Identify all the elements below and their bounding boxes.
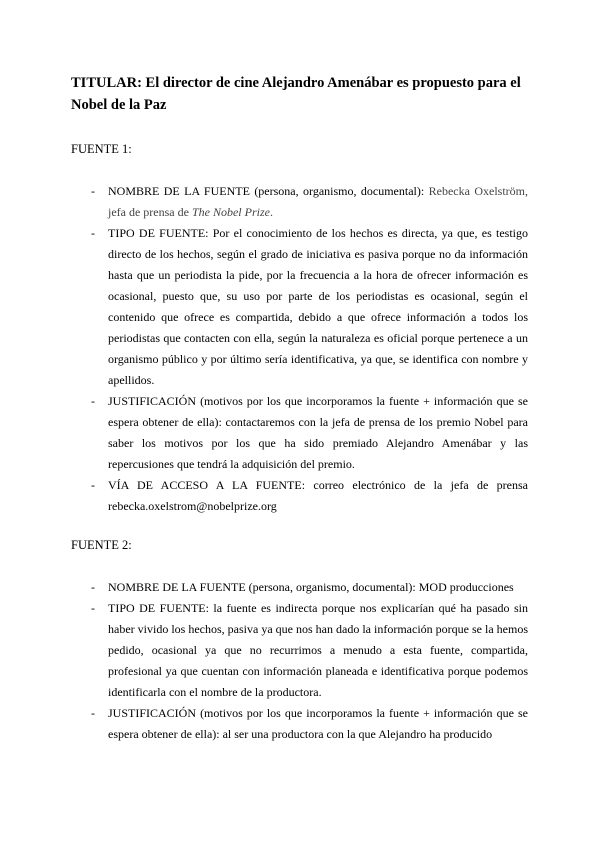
list-item: [91, 577, 528, 598]
item-value: Rebecka Oxelström, jefa de prensa de: [108, 184, 529, 219]
item-prefix: NOMBRE DE LA FUENTE (persona, organismo, documental):: [108, 184, 429, 198]
bullet-dash: -: [91, 394, 95, 408]
list-item: [91, 181, 529, 223]
item-suffix: .: [269, 205, 273, 219]
section-label-fuente-2: FUENTE 2:: [71, 538, 132, 552]
bullet-dash: -: [91, 184, 95, 198]
section-label-fuente-1: FUENTE 1:: [71, 142, 132, 156]
fuente-1-list: [91, 181, 529, 517]
fuente-2-list: [91, 577, 528, 745]
bullet-dash: -: [91, 478, 95, 492]
bullet-dash: -: [91, 706, 95, 720]
list-item: [91, 391, 528, 475]
bullet-dash: -: [91, 580, 95, 594]
list-item: [91, 223, 528, 391]
item-text: VÍA DE ACCESO A LA FUENTE: correo electrónico de la jefa de prensa rebecka.oxelstrom@nobelprize.org: [108, 478, 528, 513]
item-text: JUSTIFICACIÓN (motivos por los que incorporamos la fuente + información que se espera obtener de ella): al ser una productora con la que Alejandro ha producido: [108, 706, 528, 741]
bullet-dash: -: [91, 601, 95, 615]
bullet-dash: -: [91, 226, 95, 240]
list-item: [91, 703, 528, 745]
item-text: NOMBRE DE LA FUENTE (persona, organismo, documental): MOD producciones: [108, 580, 514, 594]
headline: TITULAR: El director de cine Alejandro Amenábar es propuesto para el Nobel de la Paz: [71, 75, 521, 113]
item-text: TIPO DE FUENTE: la fuente es indirecta porque nos explicarían qué ha pasado sin haber vivido los hechos, pasiva ya que nos han dado la información porque se la hemos pedido, ocasional ya que no recurrimos a menudo a esta fuente, compartida, profesional ya que cuentan con información planeada e identificativa porque podemos identificarla con el nombre de la productora.: [108, 601, 528, 699]
list-item: [91, 475, 528, 517]
list-item: [91, 598, 528, 703]
item-italic-org: The Nobel Prize: [191, 205, 270, 219]
item-text: JUSTIFICACIÓN (motivos por los que incorporamos la fuente + información que se espera obtener de ella): contactaremos con la jefa de prensa de los premio Nobel para saber los motivos por los que ha sido premiado Alejandro Amenábar y las repercusiones que tendrá la adquisición del premio.: [108, 394, 528, 471]
item-text: TIPO DE FUENTE: Por el conocimiento de los hechos es directa, ya que, es testigo directo de los hechos, según el grado de iniciativa es pasiva porque no da información hasta que un periodista la pide, por la frecuencia a la hora de ofrecer información es ocasional, puesto que, su uso por parte de los periodistas es ocasional, según el contenido que ofrece es compartida, debido a que ofrece información a todos los periodistas que contacten con ella, según la naturaleza es oficial porque pertenece a un organismo público y por último sería identificativa, ya que, se identifica con nombre y apellidos.: [108, 226, 528, 387]
